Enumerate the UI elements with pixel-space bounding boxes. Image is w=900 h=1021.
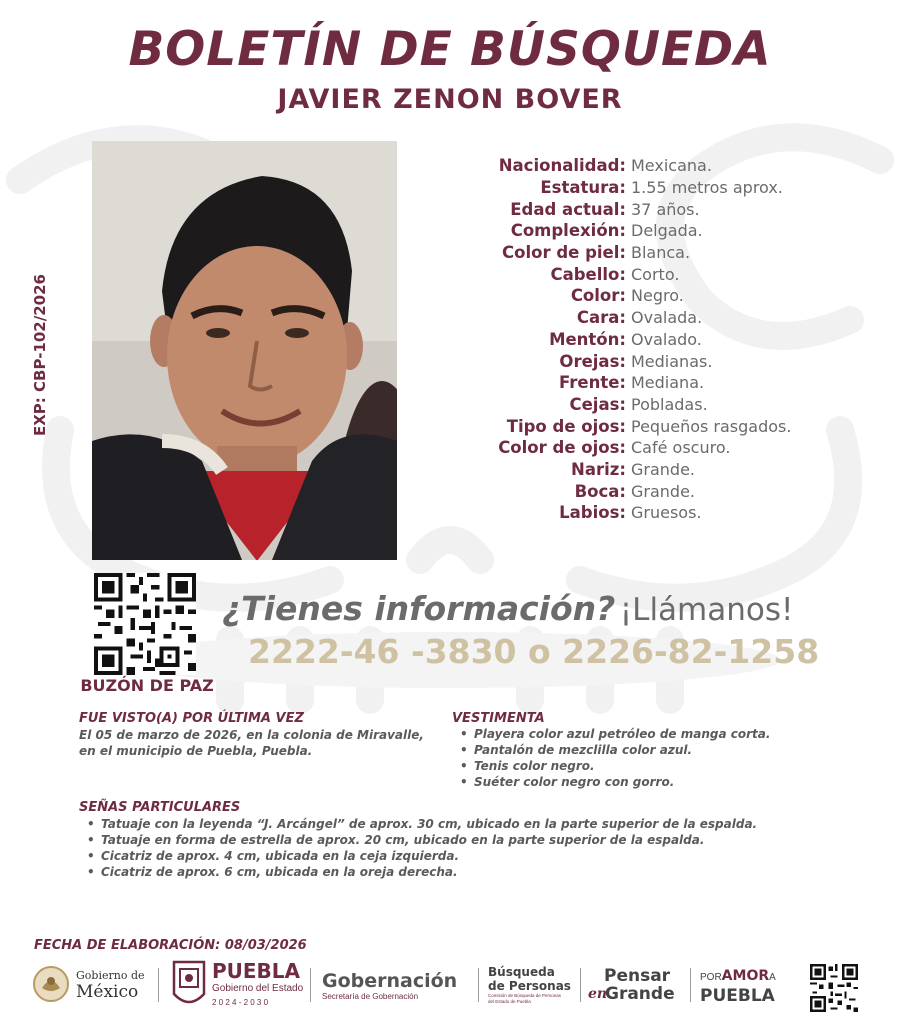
- detail-label: Mentón:: [549, 329, 626, 349]
- detail-label: Boca:: [574, 481, 626, 501]
- busqueda-line1: Búsqueda: [488, 965, 555, 979]
- list-item: • Suéter color negro con gorro.: [452, 774, 882, 790]
- list-item: • Tenis color negro.: [452, 758, 882, 774]
- detail-value: Mediana.: [631, 373, 705, 393]
- poramor-amor: AMOR: [721, 968, 770, 984]
- puebla-logo: [172, 960, 303, 1010]
- poramor-a: A: [769, 972, 776, 983]
- buzon-qr-code[interactable]: [94, 573, 196, 675]
- detail-value: Medianas.: [631, 351, 713, 371]
- detail-value: 1.55 metros aprox.: [631, 178, 783, 198]
- detail-row: [410, 263, 880, 285]
- divider: [478, 968, 479, 1002]
- detail-label: Labios:: [559, 503, 626, 523]
- detail-value: Ovalada.: [631, 308, 703, 328]
- detail-label: Color:: [570, 286, 626, 306]
- gobierno-mexico-logo: [32, 964, 145, 1004]
- puebla-years: 2 0 2 4 - 2 0 3 0: [212, 998, 269, 1007]
- detail-row: [410, 177, 880, 199]
- detail-row: [410, 394, 880, 416]
- detail-value: Pequeños rasgados.: [631, 416, 792, 436]
- phone-numbers[interactable]: 2222-46 -3830 o 2226-82-1258: [248, 632, 820, 671]
- detail-value: Mexicana.: [631, 156, 712, 176]
- busqueda-sub: Comisión de Búsqueda de Personas del Estado de Puebla: [488, 993, 562, 1004]
- person-name: JAVIER ZENON BOVER: [277, 84, 623, 115]
- list-item: • Tatuaje con la leyenda “J. Arcángel” de aprox. 30 cm, ubicado en la parte superior de la espalda.: [79, 816, 779, 832]
- detail-row: [410, 502, 880, 524]
- pensar-en-grande-logo: [588, 966, 684, 1008]
- detail-row: [410, 480, 880, 502]
- contact-question: [222, 589, 793, 628]
- last-seen-text: El 05 de marzo de 2026, en la colonia de Miravalle, en el municipio de Puebla, Puebla.: [79, 728, 424, 758]
- busqueda-line2: de Personas: [488, 979, 571, 993]
- gobernacion-sub: Secretaría de Gobernación: [322, 992, 419, 1001]
- detail-value: Delgada.: [631, 221, 703, 241]
- call-text: ¡Llámanos!: [619, 592, 794, 628]
- detail-value: Grande.: [631, 459, 696, 479]
- clothing-list: [452, 726, 882, 790]
- detail-label: Cara:: [576, 308, 626, 328]
- detail-value: Pobladas.: [631, 394, 708, 414]
- list-item: • Playera color azul petróleo de manga corta.: [452, 726, 882, 742]
- detail-label: Cabello:: [550, 264, 626, 284]
- detail-row: [410, 155, 880, 177]
- detail-value: Blanca.: [631, 243, 691, 263]
- detail-value: Corto.: [631, 264, 680, 284]
- buzon-de-paz-label: BUZÓN DE PAZ: [80, 676, 214, 695]
- busqueda-personas-logo: [488, 965, 571, 1005]
- detail-value: Grande.: [631, 481, 696, 501]
- detail-label: Frente:: [559, 373, 626, 393]
- clothing-section: [452, 711, 882, 790]
- mexico-seal-icon: [32, 964, 70, 1004]
- detail-row: [410, 198, 880, 220]
- divider: [580, 968, 581, 1002]
- footer-logos: [0, 958, 900, 1016]
- poramor-por: POR: [700, 972, 722, 983]
- last-seen-section: [79, 711, 439, 759]
- pensar-line1: Pensar: [604, 966, 671, 986]
- list-item: • Tatuaje en forma de estrella de aprox. 20 cm, ubicado en la parte superior de la espalda.: [79, 832, 779, 848]
- distinguishing-marks-title: SEÑAS PARTICULARES: [79, 800, 241, 815]
- detail-label: Color de piel:: [502, 243, 626, 263]
- page-title: BOLETÍN DE BÚSQUEDA: [128, 22, 772, 77]
- gobernacion-title: Gobernación: [322, 970, 458, 992]
- detail-label: Estatura:: [540, 178, 626, 198]
- detail-row: [410, 459, 880, 481]
- gobmx-line2: México: [76, 982, 139, 1002]
- divider: [158, 968, 159, 1002]
- detail-label: Nariz:: [571, 459, 626, 479]
- detail-label: Tipo de ojos:: [506, 416, 626, 436]
- detail-label: Orejas:: [559, 351, 626, 371]
- detail-value: 37 años.: [631, 199, 700, 219]
- gobmx-line1: Gobierno de: [76, 969, 145, 982]
- poramor-puebla: PUEBLA: [700, 986, 775, 1006]
- por-amor-a-puebla-logo: [700, 968, 776, 1006]
- detail-value: Café oscuro.: [631, 438, 731, 458]
- detail-value: Ovalado.: [631, 329, 702, 349]
- distinguishing-marks-list: [79, 816, 779, 880]
- detail-label: Color de ojos:: [498, 438, 626, 458]
- elaboration-date: FECHA DE ELABORACIÓN: 08/03/2026: [34, 938, 307, 953]
- detail-row: [410, 437, 880, 459]
- detail-row: [410, 372, 880, 394]
- list-item: • Cicatriz de aprox. 6 cm, ubicada en la oreja derecha.: [79, 864, 779, 880]
- puebla-shield-icon: [172, 960, 206, 1010]
- question-text: ¿Tienes información?: [222, 589, 616, 628]
- detail-value: Negro.: [631, 286, 684, 306]
- footer-qr-code[interactable]: [810, 964, 858, 1012]
- puebla-sub: Gobierno del Estado: [212, 983, 304, 994]
- pensar-line2: Grande: [605, 984, 675, 1004]
- detail-label: Cejas:: [569, 394, 626, 414]
- list-item: • Pantalón de mezclilla color azul.: [452, 742, 882, 758]
- detail-row: [410, 415, 880, 437]
- last-seen-title: FUE VISTO(A) POR ÚLTIMA VEZ: [79, 711, 304, 726]
- detail-row: [410, 285, 880, 307]
- detail-label: Nacionalidad:: [498, 156, 626, 176]
- clothing-title: VESTIMENTA: [452, 711, 545, 726]
- detail-label: Complexión:: [510, 221, 626, 241]
- person-photo: [92, 141, 397, 560]
- expediente-number: EXP: CBP-102/2026: [31, 274, 49, 436]
- divider: [310, 968, 311, 1002]
- physical-description: [410, 155, 880, 524]
- detail-row: [410, 242, 880, 264]
- detail-row: [410, 350, 880, 372]
- puebla-title: PUEBLA: [212, 959, 301, 983]
- detail-row: [410, 329, 880, 351]
- distinguishing-marks-section: [79, 800, 779, 880]
- list-item: • Cicatriz de aprox. 4 cm, ubicada en la ceja izquierda.: [79, 848, 779, 864]
- detail-value: Gruesos.: [631, 503, 702, 523]
- divider: [690, 968, 691, 1002]
- detail-label: Edad actual:: [510, 199, 626, 219]
- detail-row: [410, 307, 880, 329]
- detail-row: [410, 220, 880, 242]
- gobernacion-logo: [322, 970, 457, 1001]
- pensar-en: en: [588, 986, 608, 1002]
